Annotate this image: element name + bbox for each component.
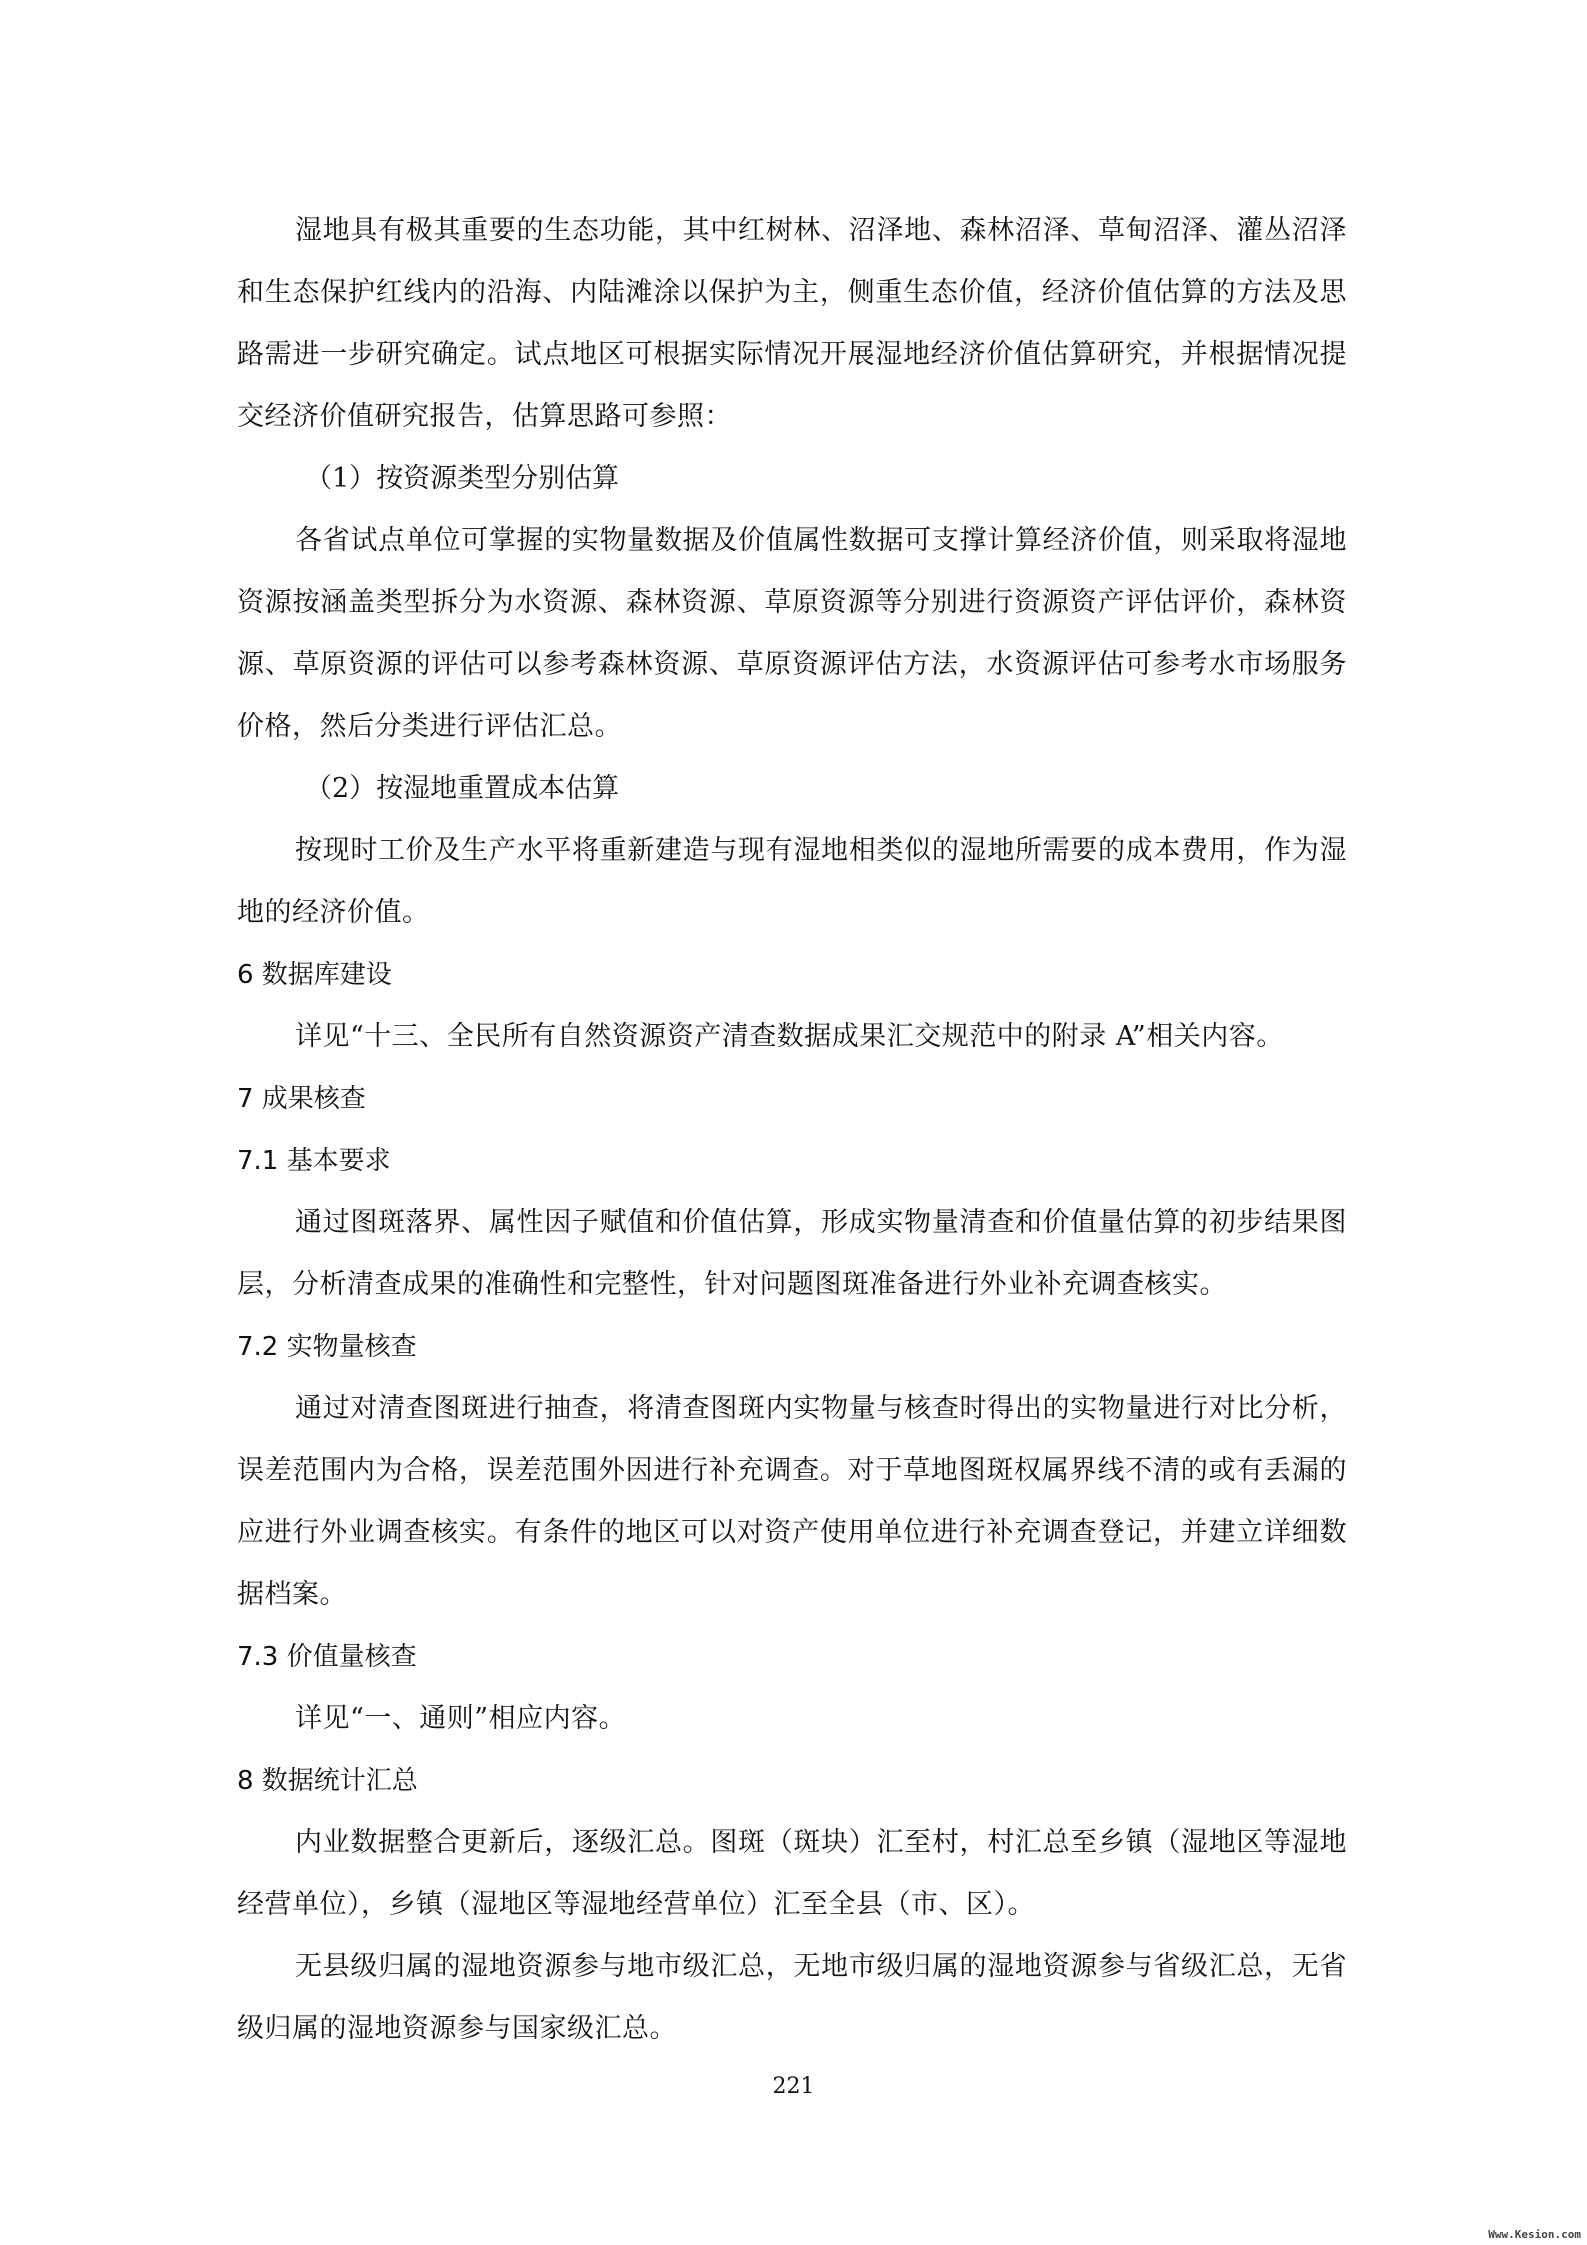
page-number: 221	[772, 2074, 815, 2099]
section-heading: 7.2 实物量核查	[237, 1332, 417, 1362]
section-heading: 7.3 价值量核查	[237, 1642, 417, 1672]
section-heading: 7.1 基本要求	[237, 1146, 391, 1176]
section-heading: 8 数据统计汇总	[237, 1766, 418, 1796]
paragraph: 通过对清查图斑进行抽查，将清查图斑内实物量与核查时得出的实物量进行对比分析，误差范围内为合格，误差范围外因进行补充调查。对于草地图斑权属界线不清的或有丢漏的应进行外业调查核实。有条件的地区可以对资产使用单位进行补充调查登记，并建立详细数据档案。	[237, 1393, 1347, 1610]
paragraph: 各省试点单位可掌握的实物量数据及价值属性数据可支撑计算经济价值，则采取将湿地资源按涵盖类型拆分为水资源、森林资源、草原资源等分别进行资源资产评估评价，森林资源、草原资源的评估可以参考森林资源、草原资源评估方法，水资源评估可参考水市场服务价格，然后分类进行评估汇总。	[237, 525, 1347, 742]
section-heading: 6 数据库建设	[237, 960, 392, 990]
subheading: （1）按资源类型分别估算	[305, 463, 620, 494]
page-body	[237, 200, 1347, 2060]
paragraph: 无县级归属的湿地资源参与地市级汇总，无地市级归属的湿地资源参与省级汇总，无省级归属的湿地资源参与国家级汇总。	[237, 1951, 1347, 2044]
paragraph: 按现时工价及生产水平将重新建造与现有湿地相类似的湿地所需要的成本费用，作为湿地的经济价值。	[237, 835, 1347, 928]
paragraph: 通过图斑落界、属性因子赋值和价值估算，形成实物量清查和价值量估算的初步结果图层，分析清查成果的准确性和完整性，针对问题图斑准备进行外业补充调查核实。	[237, 1207, 1347, 1300]
section-heading: 7 成果核查	[237, 1084, 366, 1114]
paragraph: 详见“一、通则”相应内容。	[295, 1703, 627, 1734]
subheading: （2）按湿地重置成本估算	[305, 773, 620, 804]
watermark: Www.Kesion.com	[1488, 2228, 1581, 2241]
paragraph: 详见“十三、全民所有自然资源资产清查数据成果汇交规范中的附录 A”相关内容。	[295, 1021, 1284, 1052]
paragraph: 内业数据整合更新后，逐级汇总。图斑（斑块）汇至村，村汇总至乡镇（湿地区等湿地经营单位），乡镇（湿地区等湿地经营单位）汇至全县（市、区）。	[237, 1827, 1347, 1920]
paragraph: 湿地具有极其重要的生态功能，其中红树林、沼泽地、森林沼泽、草甸沼泽、灌丛沼泽和生态保护红线内的沿海、内陆滩涂以保护为主，侧重生态价值，经济价值估算的方法及思路需进一步研究确定。试点地区可根据实际情况开展湿地经济价值估算研究，并根据情况提交经济价值研究报告，估算思路可参照：	[237, 215, 1347, 432]
